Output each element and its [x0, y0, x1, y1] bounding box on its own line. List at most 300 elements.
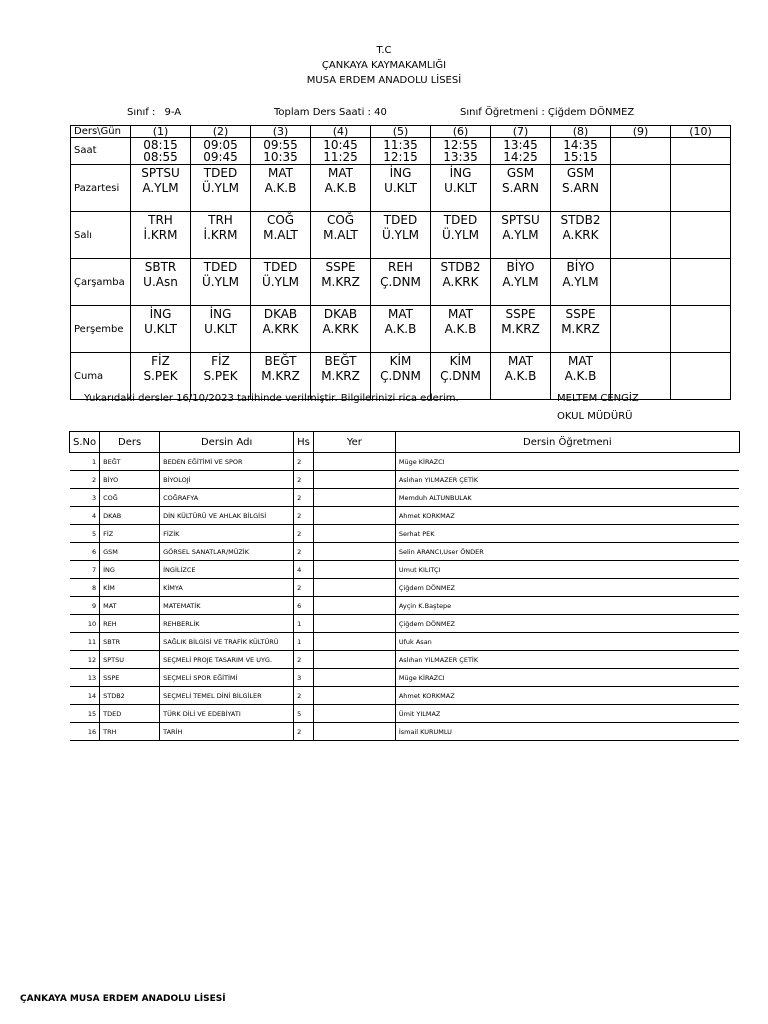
lesson-code: SSPE — [565, 307, 596, 321]
lesson-teacher: İ.KRM — [203, 228, 238, 242]
lesson-content — [311, 165, 370, 196]
course-room — [313, 615, 395, 633]
lesson-teacher: A.YLM — [502, 275, 539, 289]
course-hours: 2 — [294, 471, 314, 489]
course-hours: 4 — [294, 561, 314, 579]
lesson-code: KİM — [449, 354, 472, 368]
course-hours: 1 — [294, 615, 314, 633]
lesson-content — [491, 259, 550, 290]
lesson-content — [371, 212, 430, 243]
lesson-content — [431, 259, 490, 290]
lesson-content — [551, 165, 610, 196]
day-label: Salı — [71, 212, 131, 259]
row-number: 7 — [70, 561, 100, 579]
course-name: BEDEN EĞİTİMİ VE SPOR — [160, 453, 294, 471]
lesson-content — [251, 212, 310, 243]
lesson-content — [671, 353, 730, 354]
lesson-content — [671, 212, 730, 213]
course-name: KİMYA — [160, 579, 294, 597]
principal-title: OKUL MÜDÜRÜ — [557, 411, 633, 422]
day-row — [71, 306, 731, 353]
time-cell — [491, 138, 551, 165]
lesson-cell — [551, 259, 611, 306]
lesson-content — [251, 259, 310, 290]
start-time: 11:35 — [383, 138, 418, 152]
course-code: SSPE — [100, 669, 160, 687]
course-code: BİYO — [100, 471, 160, 489]
lesson-cell — [491, 165, 551, 212]
course-teacher: Ayçin K.Baştepe — [395, 597, 739, 615]
lesson-content — [371, 306, 430, 337]
course-teacher: İsmail KURUMLU — [395, 723, 739, 741]
lesson-code: TDED — [203, 166, 238, 180]
column-header: S.No — [70, 432, 100, 453]
course-code: İNG — [100, 561, 160, 579]
lesson-cell — [191, 259, 251, 306]
course-name: TÜRK DİLİ VE EDEBİYATI — [160, 705, 294, 723]
lesson-teacher: İ.KRM — [143, 228, 178, 242]
day-label: Çarşamba — [71, 259, 131, 306]
time-cell — [431, 138, 491, 165]
course-room — [313, 597, 395, 615]
course-code: DKAB — [100, 507, 160, 525]
lesson-cell — [311, 259, 371, 306]
course-row — [70, 633, 740, 651]
lesson-content — [611, 353, 670, 354]
lesson-cell — [131, 306, 191, 353]
lesson-content — [551, 259, 610, 290]
course-teacher: Ümit YILMAZ — [395, 705, 739, 723]
lesson-content — [251, 353, 310, 384]
time-label: Saat — [71, 138, 131, 165]
lesson-cell — [371, 165, 431, 212]
lesson-teacher: M.KRZ — [321, 275, 360, 289]
course-hours: 1 — [294, 633, 314, 651]
course-room — [313, 705, 395, 723]
lesson-content — [311, 353, 370, 384]
lesson-content — [491, 306, 550, 337]
course-teacher: Çiğdem DÖNMEZ — [395, 615, 739, 633]
row-number: 13 — [70, 669, 100, 687]
course-room — [313, 507, 395, 525]
lesson-teacher: A.K.B — [384, 322, 417, 336]
lesson-teacher: A.KRK — [262, 322, 299, 336]
lesson-content — [491, 353, 550, 384]
course-code: BEĞT — [100, 453, 160, 471]
course-room — [313, 525, 395, 543]
class-teacher-label: Sınıf Öğretmeni : — [460, 107, 545, 118]
end-time: 10:35 — [263, 150, 298, 164]
course-row — [70, 543, 740, 561]
lesson-content — [431, 212, 490, 243]
row-number: 16 — [70, 723, 100, 741]
lesson-cell — [311, 165, 371, 212]
lesson-code: SPTSU — [141, 166, 180, 180]
lesson-content — [191, 165, 250, 196]
day-label: Pazartesi — [71, 165, 131, 212]
course-name: SEÇMELİ SPOR EĞİTİMİ — [160, 669, 294, 687]
lesson-code: MAT — [388, 307, 413, 321]
course-name: REHBERLİK — [160, 615, 294, 633]
course-hours: 2 — [294, 651, 314, 669]
lesson-teacher: Ü.YLM — [202, 181, 239, 195]
lesson-code: BİYO — [506, 260, 535, 274]
lesson-code: SBTR — [144, 260, 177, 274]
lesson-teacher: U.KLT — [384, 181, 417, 195]
row-number: 5 — [70, 525, 100, 543]
lesson-teacher: Ç.DNM — [380, 369, 421, 383]
lesson-content — [191, 259, 250, 290]
course-hours: 2 — [294, 507, 314, 525]
lesson-teacher: Ü.YLM — [442, 228, 479, 242]
course-name: MATEMATİK — [160, 597, 294, 615]
time-cell — [191, 138, 251, 165]
course-code: SPTSU — [100, 651, 160, 669]
lesson-teacher: M.ALT — [323, 228, 358, 242]
lesson-cell — [251, 259, 311, 306]
lesson-content — [491, 165, 550, 196]
start-time: 09:05 — [203, 138, 238, 152]
course-teacher: Aslıhan YILMAZER ÇETİK — [395, 651, 739, 669]
lesson-code: MAT — [328, 166, 353, 180]
lesson-content — [671, 259, 730, 260]
header-school: MUSA ERDEM ANADOLU LİSESİ — [306, 75, 462, 86]
course-row — [70, 561, 740, 579]
lesson-cell — [611, 306, 671, 353]
timetable — [70, 125, 731, 400]
course-code: REH — [100, 615, 160, 633]
lesson-cell — [431, 212, 491, 259]
row-number: 10 — [70, 615, 100, 633]
lesson-teacher: A.YLM — [142, 181, 179, 195]
lesson-cell — [191, 306, 251, 353]
lesson-teacher: U.KLT — [144, 322, 177, 336]
course-room — [313, 561, 395, 579]
period-header: (2) — [191, 126, 251, 138]
course-room — [313, 723, 395, 741]
lesson-code: KİM — [389, 354, 412, 368]
lesson-teacher: Ç.DNM — [380, 275, 421, 289]
lesson-code: TRH — [148, 213, 173, 227]
lesson-teacher: S.ARN — [562, 181, 599, 195]
course-teacher: Selin ARANCI,User ÖNDER — [395, 543, 739, 561]
lesson-content — [191, 212, 250, 243]
class-info — [127, 107, 181, 118]
lesson-code: STDB2 — [440, 260, 481, 274]
lesson-code: TRH — [208, 213, 233, 227]
lesson-cell — [311, 306, 371, 353]
course-teacher: Memduh ALTUNBULAK — [395, 489, 739, 507]
column-header: Hs — [294, 432, 314, 453]
course-hours: 2 — [294, 579, 314, 597]
lesson-teacher: A.KRK — [562, 228, 599, 242]
end-time: 09:45 — [203, 150, 238, 164]
period-header: (7) — [491, 126, 551, 138]
lesson-teacher: A.KRK — [322, 322, 359, 336]
lesson-code: TDED — [383, 213, 418, 227]
lesson-cell — [251, 165, 311, 212]
period-header: (6) — [431, 126, 491, 138]
class-value: 9-A — [164, 107, 182, 118]
course-row — [70, 651, 740, 669]
lesson-cell — [311, 212, 371, 259]
lesson-code: COĞ — [266, 213, 295, 227]
course-row — [70, 615, 740, 633]
header-district: ÇANKAYA KAYMAKAMLIĞI — [321, 60, 447, 71]
lesson-code: SSPE — [325, 260, 356, 274]
course-row — [70, 525, 740, 543]
column-header: Dersin Öğretmeni — [395, 432, 739, 453]
lesson-cell — [611, 259, 671, 306]
course-name: SEÇMELİ TEMEL DİNİ BİLGİLER — [160, 687, 294, 705]
period-header: (4) — [311, 126, 371, 138]
lesson-code: MAT — [568, 354, 593, 368]
total-hours-label: Toplam Ders Saati : — [274, 107, 371, 118]
lesson-cell — [191, 165, 251, 212]
course-teacher: Müge KİRAZCI — [395, 453, 739, 471]
day-row — [71, 259, 731, 306]
lesson-cell — [431, 306, 491, 353]
corner-label: Ders\Gün — [71, 126, 131, 138]
course-name: İNGİLİZCE — [160, 561, 294, 579]
course-list-table — [69, 431, 740, 741]
day-row — [71, 212, 731, 259]
lesson-code: SSPE — [505, 307, 536, 321]
lesson-content — [311, 259, 370, 290]
row-number: 2 — [70, 471, 100, 489]
lesson-content — [131, 259, 190, 290]
lesson-code: BEĞT — [324, 354, 357, 368]
lesson-teacher: A.K.B — [444, 322, 477, 336]
time-cell — [371, 138, 431, 165]
lesson-cell — [671, 306, 731, 353]
course-room — [313, 633, 395, 651]
lesson-cell — [671, 165, 731, 212]
course-row — [70, 687, 740, 705]
course-room — [313, 579, 395, 597]
lesson-cell — [131, 212, 191, 259]
start-time: 09:55 — [263, 138, 298, 152]
row-number: 8 — [70, 579, 100, 597]
timetable-header-row — [71, 126, 731, 138]
lesson-teacher: S.ARN — [502, 181, 539, 195]
course-teacher: Serhat PEK — [395, 525, 739, 543]
lesson-code: GSM — [506, 166, 535, 180]
course-code: COĞ — [100, 489, 160, 507]
lesson-content — [131, 306, 190, 337]
lesson-code: FİZ — [211, 354, 230, 368]
lesson-teacher: A.KRK — [442, 275, 479, 289]
lesson-code: İNG — [209, 307, 232, 321]
course-name: COĞRAFYA — [160, 489, 294, 507]
course-name: DİN KÜLTÜRÜ VE AHLAK BİLGİSİ — [160, 507, 294, 525]
lesson-code: BEĞT — [264, 354, 297, 368]
course-row — [70, 723, 740, 741]
course-hours: 2 — [294, 525, 314, 543]
lesson-content — [191, 306, 250, 337]
day-row — [71, 165, 731, 212]
lesson-cell — [551, 165, 611, 212]
course-room — [313, 471, 395, 489]
period-header: (5) — [371, 126, 431, 138]
time-cell — [251, 138, 311, 165]
lesson-content — [131, 353, 190, 384]
lesson-content — [491, 212, 550, 243]
lesson-teacher: M.KRZ — [321, 369, 360, 383]
course-teacher: Ahmet KORKMAZ — [395, 507, 739, 525]
start-time: 08:15 — [143, 138, 178, 152]
lesson-cell — [431, 165, 491, 212]
lesson-teacher: Ç.DNM — [440, 369, 481, 383]
course-hours: 6 — [294, 597, 314, 615]
row-number: 14 — [70, 687, 100, 705]
date-note: Yukarıdaki dersler 16/10/2023 tarihinde verilmiştir. Bilgilerinizi rica ederim. — [84, 393, 459, 404]
course-hours: 2 — [294, 453, 314, 471]
course-room — [313, 651, 395, 669]
lesson-teacher: S.PEK — [203, 369, 238, 383]
lesson-content — [371, 165, 430, 196]
lesson-cell — [371, 259, 431, 306]
course-hours: 2 — [294, 489, 314, 507]
course-row — [70, 597, 740, 615]
lesson-content — [371, 353, 430, 384]
lesson-teacher: A.YLM — [502, 228, 539, 242]
course-row — [70, 579, 740, 597]
lesson-cell — [551, 306, 611, 353]
time-cell — [611, 138, 671, 165]
course-name: GÖRSEL SANATLAR/MÜZİK — [160, 543, 294, 561]
course-room — [313, 489, 395, 507]
course-teacher: Ufuk Asan — [395, 633, 739, 651]
course-hours: 2 — [294, 687, 314, 705]
lesson-cell — [491, 353, 551, 400]
lesson-teacher: A.K.B — [564, 369, 597, 383]
lesson-code: İNG — [449, 166, 472, 180]
course-row — [70, 489, 740, 507]
course-teacher: Ahmet KORKMAZ — [395, 687, 739, 705]
lesson-cell — [671, 259, 731, 306]
lesson-content — [671, 306, 730, 307]
lesson-cell — [131, 259, 191, 306]
lesson-code: FİZ — [151, 354, 170, 368]
end-time: 11:25 — [323, 150, 358, 164]
lesson-cell — [671, 353, 731, 400]
period-header: (9) — [611, 126, 671, 138]
lesson-code: TDED — [203, 260, 238, 274]
lesson-content — [551, 212, 610, 243]
course-code: STDB2 — [100, 687, 160, 705]
lesson-teacher: M.KRZ — [501, 322, 540, 336]
lesson-code: İNG — [149, 307, 172, 321]
course-row — [70, 471, 740, 489]
class-teacher-info — [460, 107, 634, 118]
course-row — [70, 669, 740, 687]
lesson-content — [251, 306, 310, 337]
row-number: 9 — [70, 597, 100, 615]
lesson-content — [131, 165, 190, 196]
course-teacher: Müge KİRAZCI — [395, 669, 739, 687]
lesson-content — [431, 353, 490, 384]
lesson-code: REH — [388, 260, 413, 274]
lesson-teacher: A.K.B — [504, 369, 537, 383]
start-time: 13:45 — [503, 138, 538, 152]
lesson-content — [551, 353, 610, 384]
time-row — [71, 138, 731, 165]
course-row — [70, 705, 740, 723]
lesson-teacher: U.KLT — [204, 322, 237, 336]
course-name: TARİH — [160, 723, 294, 741]
lesson-teacher: U.KLT — [444, 181, 477, 195]
column-header: Dersin Adı — [160, 432, 294, 453]
lesson-cell — [671, 212, 731, 259]
row-number: 15 — [70, 705, 100, 723]
lesson-cell — [611, 212, 671, 259]
course-code: FİZ — [100, 525, 160, 543]
lesson-cell — [491, 259, 551, 306]
lesson-teacher: Ü.YLM — [202, 275, 239, 289]
lesson-code: DKAB — [263, 307, 298, 321]
course-hours: 2 — [294, 723, 314, 741]
lesson-cell — [431, 259, 491, 306]
lesson-code: BİYO — [566, 260, 595, 274]
course-code: MAT — [100, 597, 160, 615]
lesson-teacher: M.KRZ — [261, 369, 300, 383]
course-room — [313, 453, 395, 471]
course-code: SBTR — [100, 633, 160, 651]
course-list-header-row — [70, 432, 740, 453]
lesson-teacher: Ü.YLM — [382, 228, 419, 242]
lesson-teacher: M.ALT — [263, 228, 298, 242]
course-room — [313, 669, 395, 687]
column-header: Yer — [313, 432, 395, 453]
course-code: GSM — [100, 543, 160, 561]
lesson-code: TDED — [263, 260, 298, 274]
lesson-teacher: Ü.YLM — [262, 275, 299, 289]
start-time: 10:45 — [323, 138, 358, 152]
lesson-cell — [131, 165, 191, 212]
lesson-cell — [371, 306, 431, 353]
lesson-code: STDB2 — [560, 213, 601, 227]
lesson-content — [611, 306, 670, 307]
lesson-cell — [251, 212, 311, 259]
start-time: 12:55 — [443, 138, 478, 152]
end-time: 08:55 — [143, 150, 178, 164]
header-tc: T.C — [376, 45, 392, 56]
lesson-content — [551, 306, 610, 337]
lesson-content — [611, 212, 670, 213]
lesson-code: MAT — [508, 354, 533, 368]
lesson-code: İNG — [389, 166, 412, 180]
time-cell — [551, 138, 611, 165]
course-teacher: Umut KILITÇI — [395, 561, 739, 579]
lesson-code: GSM — [566, 166, 595, 180]
course-teacher: Çiğdem DÖNMEZ — [395, 579, 739, 597]
lesson-teacher: M.KRZ — [561, 322, 600, 336]
lesson-content — [311, 212, 370, 243]
lesson-content — [131, 212, 190, 243]
course-hours: 5 — [294, 705, 314, 723]
class-teacher-value: Çiğdem DÖNMEZ — [547, 107, 635, 118]
row-number: 4 — [70, 507, 100, 525]
time-cell — [671, 138, 731, 165]
lesson-content — [371, 259, 430, 290]
lesson-content — [191, 353, 250, 384]
period-header: (8) — [551, 126, 611, 138]
principal-name: MELTEM CENGİZ — [557, 393, 639, 404]
class-label: Sınıf : — [127, 107, 156, 118]
end-time: 12:15 — [383, 150, 418, 164]
day-label: Perşembe — [71, 306, 131, 353]
